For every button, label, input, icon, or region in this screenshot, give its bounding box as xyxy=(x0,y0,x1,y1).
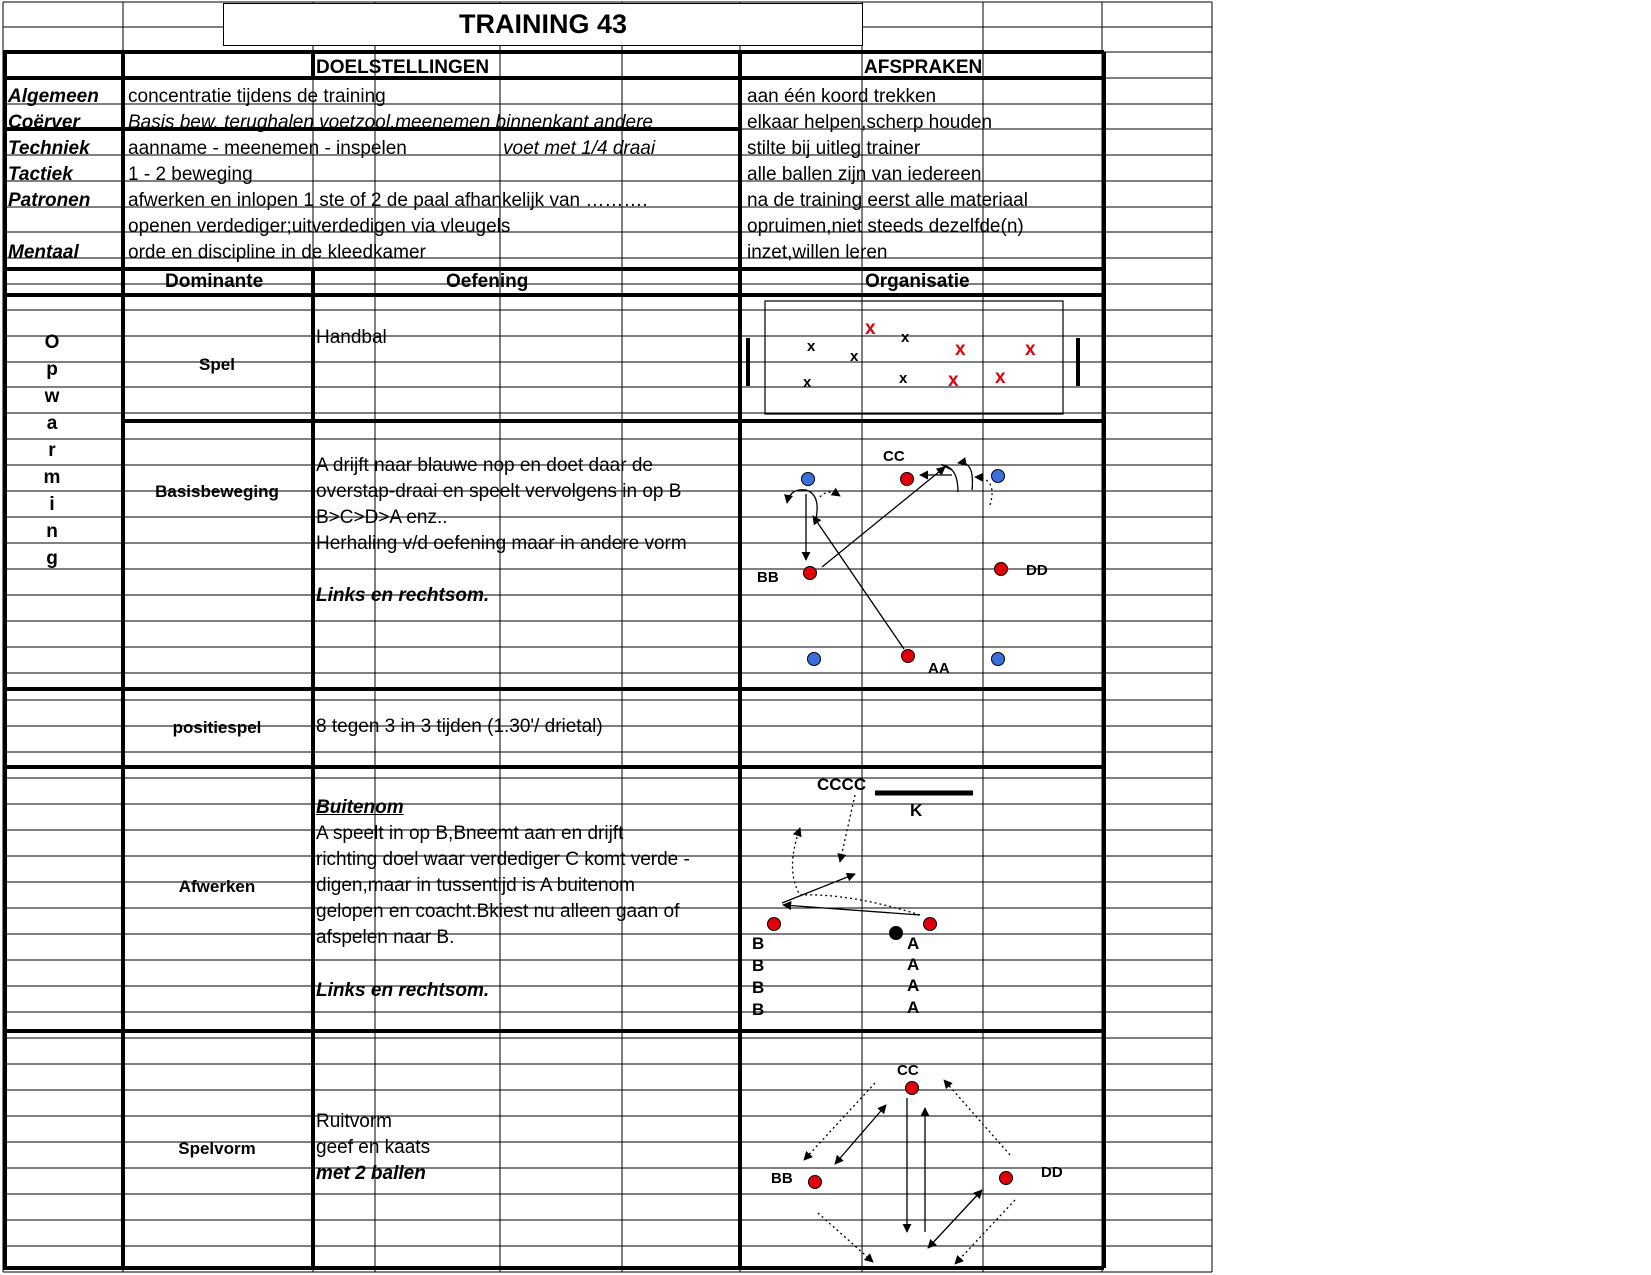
label-patronen: Patronen xyxy=(8,190,91,211)
doel-mentaal: orde en discipline in de kleedkamer xyxy=(128,242,426,263)
opwarming-letter: p xyxy=(46,359,58,380)
diagram-label-a: A xyxy=(907,976,920,995)
dominante-positiespel: positiespel xyxy=(172,718,262,737)
oefening-afwerken-line: afspelen naar B. xyxy=(316,927,455,948)
oefening-afwerken-line: A speelt in op B,Bneemt aan en drijft xyxy=(316,823,624,844)
oefening-basis-line: A drijft naar blauwe nop en doet daar de xyxy=(316,455,653,476)
diagram-label-dd: DD xyxy=(1041,1164,1063,1181)
blue-cone xyxy=(992,470,1005,483)
dominante-basisbeweging: Basisbeweging xyxy=(155,482,279,501)
oefening-afwerken-line: gelopen en coacht.Bkiest nu alleen gaan of xyxy=(316,901,680,922)
player-dot xyxy=(804,567,817,580)
oefening-basis-note: Links en rechtsom. xyxy=(316,585,490,606)
player-marker-red: x xyxy=(1025,339,1036,360)
doel-algemeen: concentratie tijdens de training xyxy=(128,86,386,107)
player-marker-red: x xyxy=(955,339,966,360)
doel-patronen-2: openen verdediger;uitverdedigen via vleugels xyxy=(128,216,511,237)
player-marker-red: x xyxy=(995,367,1006,388)
player-marker-black: x xyxy=(807,338,816,355)
oefening-basis-line: B>C>D>A enz.. xyxy=(316,507,448,528)
diagram-label-b: B xyxy=(752,978,765,997)
doel-patronen-1: afwerken en inlopen 1 ste of 2 de paal afhankelijk van ………. xyxy=(128,190,648,211)
oefening-afwerken-note: Links en rechtsom. xyxy=(316,980,490,1001)
oefening-spel: Handbal xyxy=(316,327,387,348)
oefening-spelvorm-note: met 2 ballen xyxy=(316,1163,426,1184)
header-oefening: Oefening xyxy=(446,271,529,292)
afwerken-diagram xyxy=(782,793,973,915)
label-coerver: Coërver xyxy=(8,112,80,133)
player-dot xyxy=(924,918,937,931)
player-marker-black: x xyxy=(850,348,859,365)
diagram-label-dd: DD xyxy=(1026,562,1048,579)
dominante-spel: Spel xyxy=(199,355,235,374)
diagram-label-bb: BB xyxy=(757,569,779,586)
player-marker-black: x xyxy=(901,329,910,346)
opwarming-letter: g xyxy=(46,548,58,569)
diagram-label-a: A xyxy=(907,934,920,953)
afspraak-5: na de training eerst alle materiaal xyxy=(747,190,1028,211)
header-dominante: Dominante xyxy=(165,271,264,292)
oefening-positiespel: 8 tegen 3 in 3 tijden (1.30'/ drietal) xyxy=(316,716,603,737)
doel-techniek-extra: voet met 1/4 draai xyxy=(503,138,656,159)
player-marker-black: x xyxy=(803,374,812,391)
header-afspraken: AFSPRAKEN xyxy=(864,57,983,78)
afspraak-6: opruimen,niet steeds dezelfde(n) xyxy=(747,216,1024,237)
player-marker-black: x xyxy=(899,370,908,387)
player-dot xyxy=(995,563,1008,576)
afspraak-2: elkaar helpen,scherp houden xyxy=(747,112,993,133)
blue-cone xyxy=(802,473,815,486)
opwarming-letter: i xyxy=(49,494,55,515)
diagram-label-k: K xyxy=(910,801,923,820)
dominante-spelvorm: Spelvorm xyxy=(178,1139,256,1158)
player-dot xyxy=(906,1082,919,1095)
label-mentaal: Mentaal xyxy=(8,242,79,263)
diagram-label-b: B xyxy=(752,956,765,975)
oefening-basis-line: overstap-draai en speelt vervolgens in op B xyxy=(316,481,682,502)
player-dot xyxy=(902,650,915,663)
opwarming-letter: a xyxy=(46,413,58,434)
diagram-label-aa: AA xyxy=(928,660,950,677)
player-dot xyxy=(809,1176,822,1189)
diagram-label-b: B xyxy=(752,934,765,953)
oefening-afwerken-heading: Buitenom xyxy=(316,797,404,818)
afspraak-3: stilte bij uitleg trainer xyxy=(747,138,921,159)
header-doelstellingen: DOELSTELLINGEN xyxy=(316,57,490,78)
opwarming-letter: m xyxy=(43,467,61,488)
opwarming-letter: n xyxy=(46,521,58,542)
doel-tactiek: 1 - 2 beweging xyxy=(128,164,253,185)
page-title: TRAINING 43 xyxy=(458,9,628,39)
label-algemeen: Algemeen xyxy=(8,86,99,107)
oefening-afwerken-line: richting doel waar verdediger C komt verde - xyxy=(316,849,690,870)
afspraak-4: alle ballen zijn van iedereen xyxy=(747,164,982,185)
label-tactiek: Tactiek xyxy=(8,164,73,185)
blue-cone xyxy=(992,653,1005,666)
diagram-label-a: A xyxy=(907,998,920,1017)
afspraak-7: inzet,willen leren xyxy=(747,242,888,263)
ball xyxy=(890,927,903,940)
oefening-afwerken-line: digen,maar in tussentijd is A buitenom xyxy=(316,875,635,896)
diagram-label-b: B xyxy=(752,1000,765,1019)
label-techniek: Techniek xyxy=(8,138,90,159)
title-box xyxy=(223,3,863,46)
oefening-spelvorm-line: Ruitvorm xyxy=(316,1111,393,1132)
opwarming-letter: O xyxy=(44,332,60,353)
player-dot xyxy=(1000,1172,1013,1185)
player-dot xyxy=(768,918,781,931)
diagram-label-cccc: CCCC xyxy=(817,775,867,794)
blue-cone xyxy=(808,653,821,666)
oefening-basis-line: Herhaling v/d oefening maar in andere vorm xyxy=(316,533,687,554)
afspraak-1: aan één koord trekken xyxy=(747,86,937,107)
opwarming-letter: w xyxy=(44,386,60,407)
opwarming-letter: r xyxy=(48,440,56,461)
diagram-label-cc: CC xyxy=(883,448,905,465)
oefening-spelvorm-line: geef en kaats xyxy=(316,1137,431,1158)
player-marker-red: x xyxy=(948,370,959,391)
player-dot xyxy=(901,473,914,486)
doel-techniek: aanname - meenemen - inspelen xyxy=(128,138,407,159)
header-organisatie: Organisatie xyxy=(865,271,970,292)
dominante-afwerken: Afwerken xyxy=(178,877,256,896)
player-marker-red: x xyxy=(865,318,876,339)
diagram-label-cc: CC xyxy=(897,1062,919,1079)
diagram-label-a: A xyxy=(907,955,920,974)
diagram-label-bb: BB xyxy=(771,1170,793,1187)
doel-coerver: Basis bew. terughalen voetzool,meenemen binnenkant andere xyxy=(128,112,653,133)
